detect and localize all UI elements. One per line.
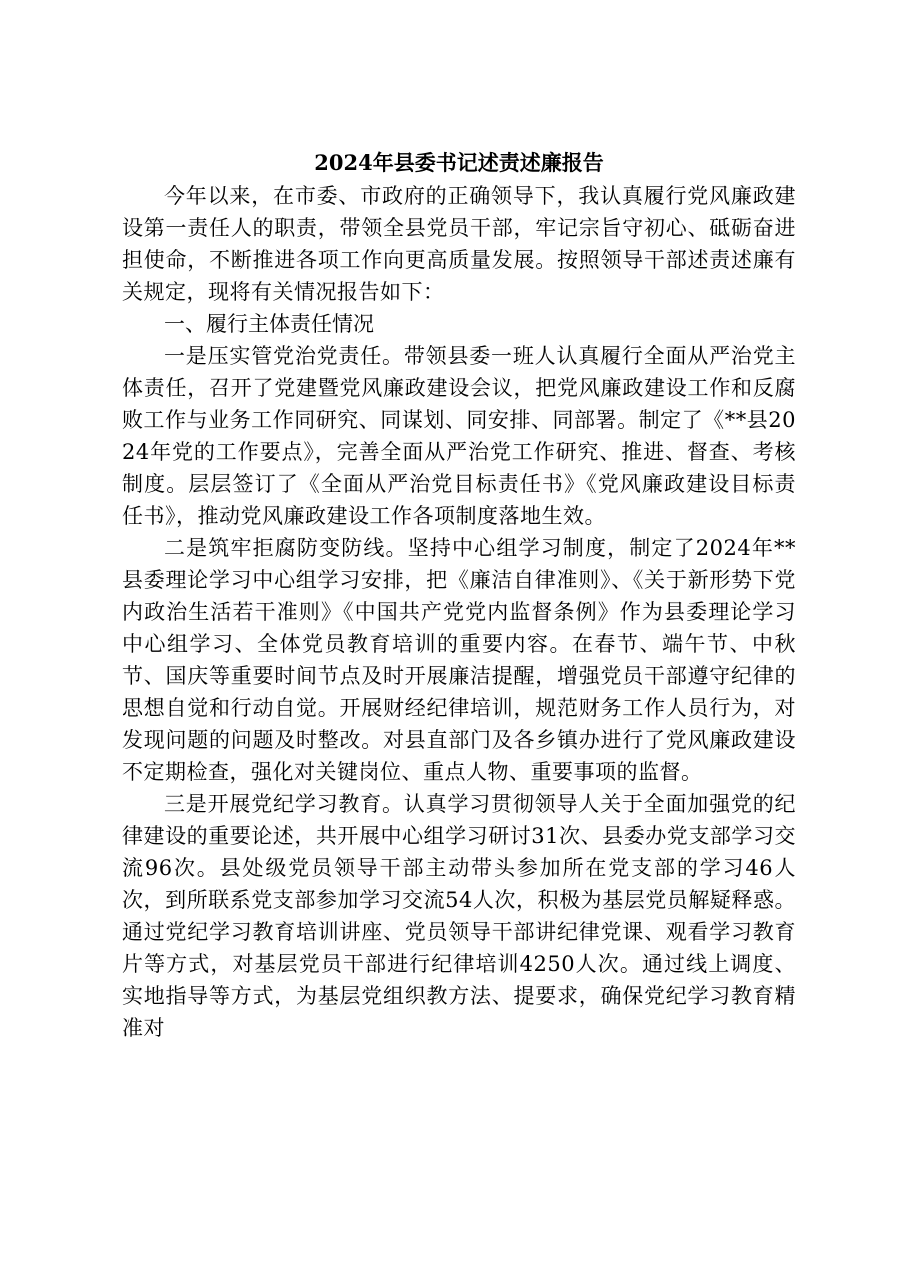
document-title: 2024年县委书记述责述廉报告 [314,150,604,175]
intro-paragraph: 今年以来，在市委、市政府的正确领导下，我认真履行党风廉政建设第一责任人的职责，带领全县党员干部，牢记宗旨守初心、砥砺奋进担使命，不断推进各项工作向更高质量发展。按照领导干部述责述廉有关规定，现将有关情况报告如下： [122,184,796,304]
paragraph-2-body: 坚持中心组学习制度，制定了2024年**县委理论学习中心组学习安排，把《廉洁自律准则》、《关于新形势下党内政治生活若干准则》《中国共产党党内监督条例》作为县委理论学习中心组学习、全体党员教育培训的重要内容。在春节、端午节、中秋节、国庆等重要时间节点及时开展廉洁提醒，增强党员干部遵守纪律的思想自觉和行动自觉。开展财经纪律培训，规范财务工作人员行为，对发现问题的问题及时整改。对县直部门及各乡镇办进行了党风廉政建设不定期检查，强化对关键岗位、重点人物、重要事项的监督。 [122,536,796,784]
paragraph-2-lead: 二是筑牢拒腐防变防线。 [164,536,408,560]
paragraph-1-lead: 一是压实管党治党责任。 [164,344,404,368]
paragraph-3 [122,788,796,1044]
paragraph-1-body: 带领县委一班人认真履行全面从严治党主体责任，召开了党建暨党风廉政建设会议，把党风廉政建设工作和反腐败工作与业务工作同研究、同谋划、同安排、同部署。制定了《**县2024年党的工作要点》，完善全面从严治党工作研究、推进、督查、考核制度。层层签订了《全面从严治党目标责任书》《党风廉政建设目标责任书》，推动党风廉政建设工作各项制度落地生效。 [122,344,797,528]
paragraph-3-body: 认真学习贯彻领导人关于全面加强党的纪律建设的重要论述，共开展中心组学习研讨31次、县委办党支部学习交流96次。县处级党员领导干部主动带头参加所在党支部的学习46人次，到所联系党支部参加学习交流54人次，积极为基层党员解疑释惑。通过党纪学习教育培训讲座、党员领导干部讲纪律党课、观看学习教育片等方式，对基层党员干部进行纪律培训4250人次。通过线上调度、实地指导等方式，为基层党组织教方法、提要求，确保党纪学习教育精准对 [122,792,797,1040]
document-body [122,148,796,1044]
paragraph-2 [122,532,796,788]
paragraph-3-lead: 三是开展党纪学习教育。 [164,792,404,816]
paragraph-1 [122,340,796,532]
section-heading: 一、履行主体责任情况 [164,312,374,336]
